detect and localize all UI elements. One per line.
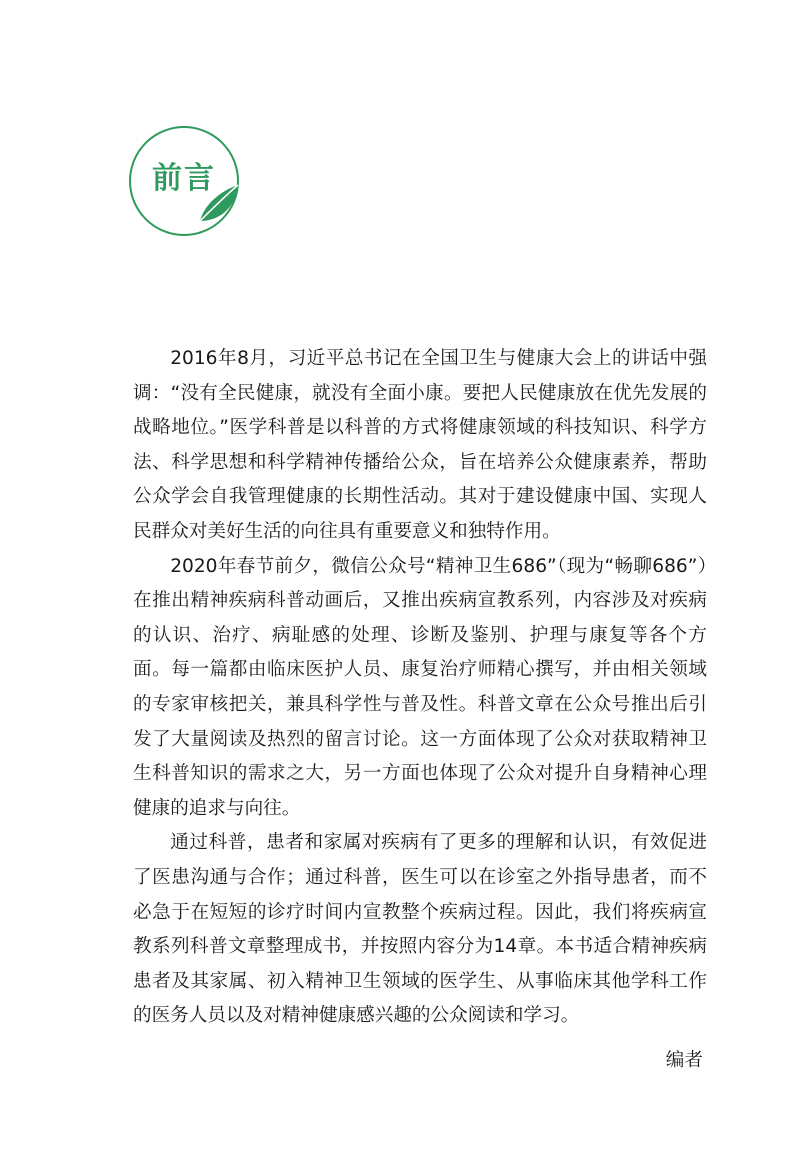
page-title: 前言 [152,161,216,196]
signature: 编者 [665,1050,703,1071]
paragraph-1: 2016年8月，习近平总书记在全国卫生与健康大会上的讲话中强调：“没有全民健康，就没有全面小康。要把人民健康放在优先发展的战略地位。”医学科普是以科普的方式将健康领域的科技知识、科学方法、科学思想和科学精神传播给公众，旨在培养公众健康素养，帮助公众学会自我管理健康的长期性活动。其对于建设健康中国、实现人民群众对美好生活的向往具有重要意义和独特作用。 [133,348,707,542]
preface-badge [128,125,240,237]
paragraph-3: 通过科普，患者和家属对疾病有了更多的理解和认识，有效促进了医患沟通与合作；通过科普，医生可以在诊室之外指导患者，而不必急于在短短的诊疗时间内宣教整个疾病过程。因此，我们将疾病宣教系列科普文章整理成书，并按照内容分为14章。本书适合精神疾病患者及其家属、初入精神卫生领域的医学生、从事临床其他学科工作的医务人员以及对精神健康感兴趣的公众阅读和学习。 [133,832,707,1027]
preface-body [133,342,707,1034]
paragraph-2: 2020年春节前夕，微信公众号“精神卫生686”（现为“畅聊686”）在推出精神疾病科普动画后，又推出疾病宣教系列，内容涉及对疾病的认识、治疗、病耻感的处理、诊断及鉴别、护理与康复等各个方面。每一篇都由临床医护人员、康复治疗师精心撰写，并由相关领域的专家审核把关，兼具科学性与普及性。科普文章在公众号推出后引发了大量阅读及热烈的留言讨论。这一方面体现了公众对获取精神卫生科普知识的需求之大，另一方面也体现了公众对提升自身精神心理健康的追求与向往。 [133,555,707,819]
